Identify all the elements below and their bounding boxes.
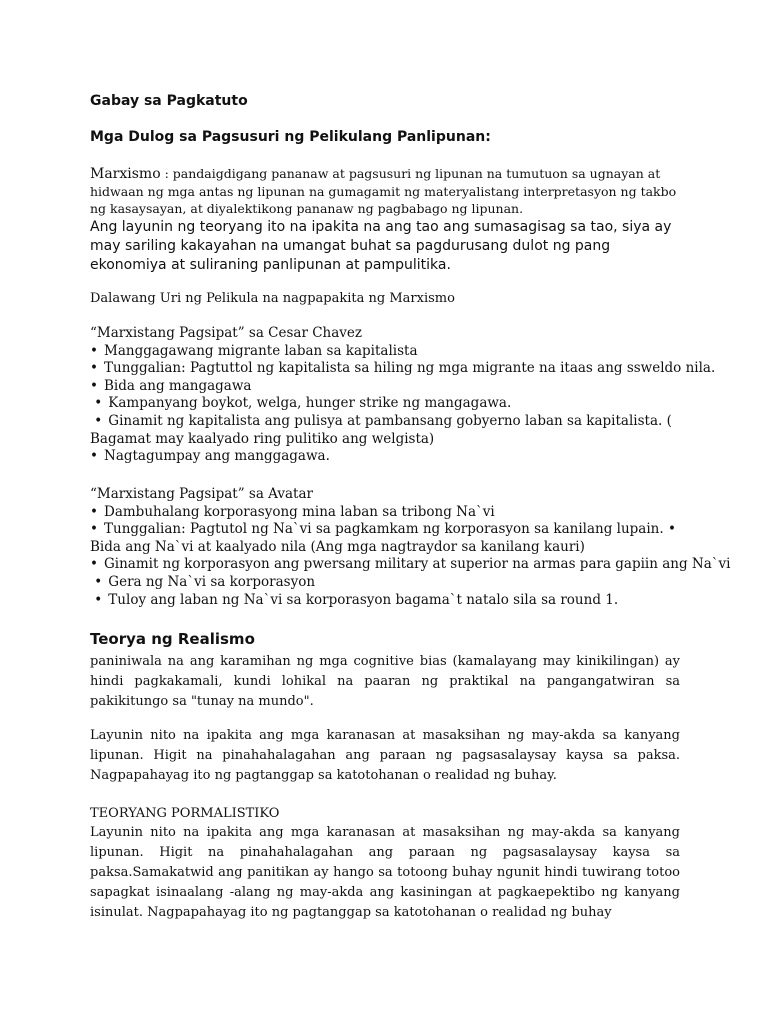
bullet-icon: •	[90, 503, 98, 520]
film1-title: “Marxistang Pagsipat” sa Cesar Chavez	[90, 325, 363, 341]
realism-paragraph-2: Layunin nito na ipakita ang mga karanasan at masaksihan ng may-akda sa kanyang lipunan. Higit na pinahahalagahan ang paraan ng pagsasalaysay kaysa sa paksa. Nagpapahayag ito ng pagtanggap sa katotohanan o realidad ng buhay.	[90, 728, 680, 783]
film1-section	[90, 325, 716, 466]
film2-section	[90, 486, 731, 609]
bullet-icon: •	[90, 521, 98, 538]
list-item: • Tuloy ang laban ng Na`vi sa korporasyon bagama`t natalo sila sa round 1.	[94, 591, 619, 608]
list-item: • Tunggalian: Pagtuttol ng kapitalista sa hiling ng mga migrante na itaas ang ssweldo nila.	[90, 360, 716, 377]
bullet-icon: •	[94, 412, 103, 429]
approaches-title: Mga Dulog sa Pagsusuri ng Pelikulang Panlipunan:	[90, 129, 491, 145]
film1-list	[90, 342, 716, 466]
bullet-icon: •	[90, 556, 98, 573]
bullet-icon: •	[90, 360, 98, 377]
marxism-goal: Ang layunin ng teoryang ito na ipakita na ang tao ang sumasagisag sa tao, siya ay may sariling kakayahan na umangat buhat sa pagdurusang dulot ng pang ekonomiya at suliraning panlipunan at pampulitika.	[90, 219, 672, 273]
bullet-icon: •	[94, 395, 103, 412]
films-intro: Dalawang Uri ng Pelikula na nagpapakita ng Marxismo	[90, 291, 455, 306]
bullet-icon: •	[90, 448, 98, 465]
bullet-icon: •	[90, 377, 98, 394]
guide-title: Gabay sa Pagkatuto	[90, 93, 248, 109]
marxism-term: Marxismo	[90, 166, 161, 182]
film2-title: “Marxistang Pagsipat” sa Avatar	[90, 486, 313, 502]
list-item: • Bida ang mangagawa	[90, 377, 252, 394]
bullet-icon: •	[94, 573, 103, 590]
formalism-title: TEORYANG PORMALISTIKO	[90, 806, 280, 821]
film2-list	[90, 503, 731, 610]
list-item: • Manggagawang migrante laban sa kapitalista	[90, 342, 418, 359]
list-item: • Gera ng Na`vi sa korporasyon	[94, 573, 316, 590]
formalism-paragraph: Layunin nito na ipakita ang mga karanasan at masaksihan ng may-akda sa kanyang lipunan. Higit na pinahahalagahan ang paraan ng pagsasalaysay kaysa sa paksa.Samakatwid ang panitikan ay hango sa totoong buhay ngunit hindi tuwirang totoo sapagkat isinaalang -alang ng may-akda ang kasiningan at pagkaepektibo ng kanyang isinulat. Nagpapahayag ito ng pagtanggap sa katotohanan o realidad ng buhay	[90, 825, 680, 920]
list-item: • Nagtagumpay ang manggagawa.	[90, 448, 330, 465]
bullet-icon: •	[90, 342, 98, 359]
list-item: • Dambuhalang korporasyong mina laban sa tribong Na`vi	[90, 503, 495, 520]
list-item: • Ginamit ng korporasyon ang pwersang military at superior na armas para gapiin ang Na`vi	[90, 556, 731, 573]
realism-paragraph-1: paniniwala na ang karamihan ng mga cognitive bias (kamalayang may kinikilingan) ay hindi pagkakamali, kundi lohikal na paaran ng praktikal na pangangatwiran sa pakikitungo sa "tunay na mundo".	[90, 654, 680, 709]
list-item: • Tunggalian: Pagtutol ng Na`vi sa pagkamkam ng korporasyon sa kanilang lupain. • Bida ang Na`vi at kaalyado nila (Ang mga nagtraydor sa kanilang kauri)	[90, 521, 676, 555]
marxism-definition-text: : pandaigdigang pananaw at pagsusuri ng lipunan na tumutuon sa ugnayan at hidwaan ng mga antas ng lipunan na gumagamit ng materyalistang interpretasyon ng takbo ng kasaysayan, at diyalektikong pananaw ng pagbabago ng lipunan.	[90, 166, 677, 216]
list-item: • Ginamit ng kapitalista ang pulisya at pambansang gobyerno laban sa kapitalista. ( Bagamat may kaalyado ring pulitiko ang welgista)	[90, 412, 672, 447]
realism-title: Teorya ng Realismo	[90, 630, 255, 648]
marxism-definition	[90, 165, 680, 217]
bullet-icon: •	[94, 591, 103, 608]
list-item: • Kampanyang boykot, welga, hunger strike ng mangagawa.	[94, 395, 512, 412]
